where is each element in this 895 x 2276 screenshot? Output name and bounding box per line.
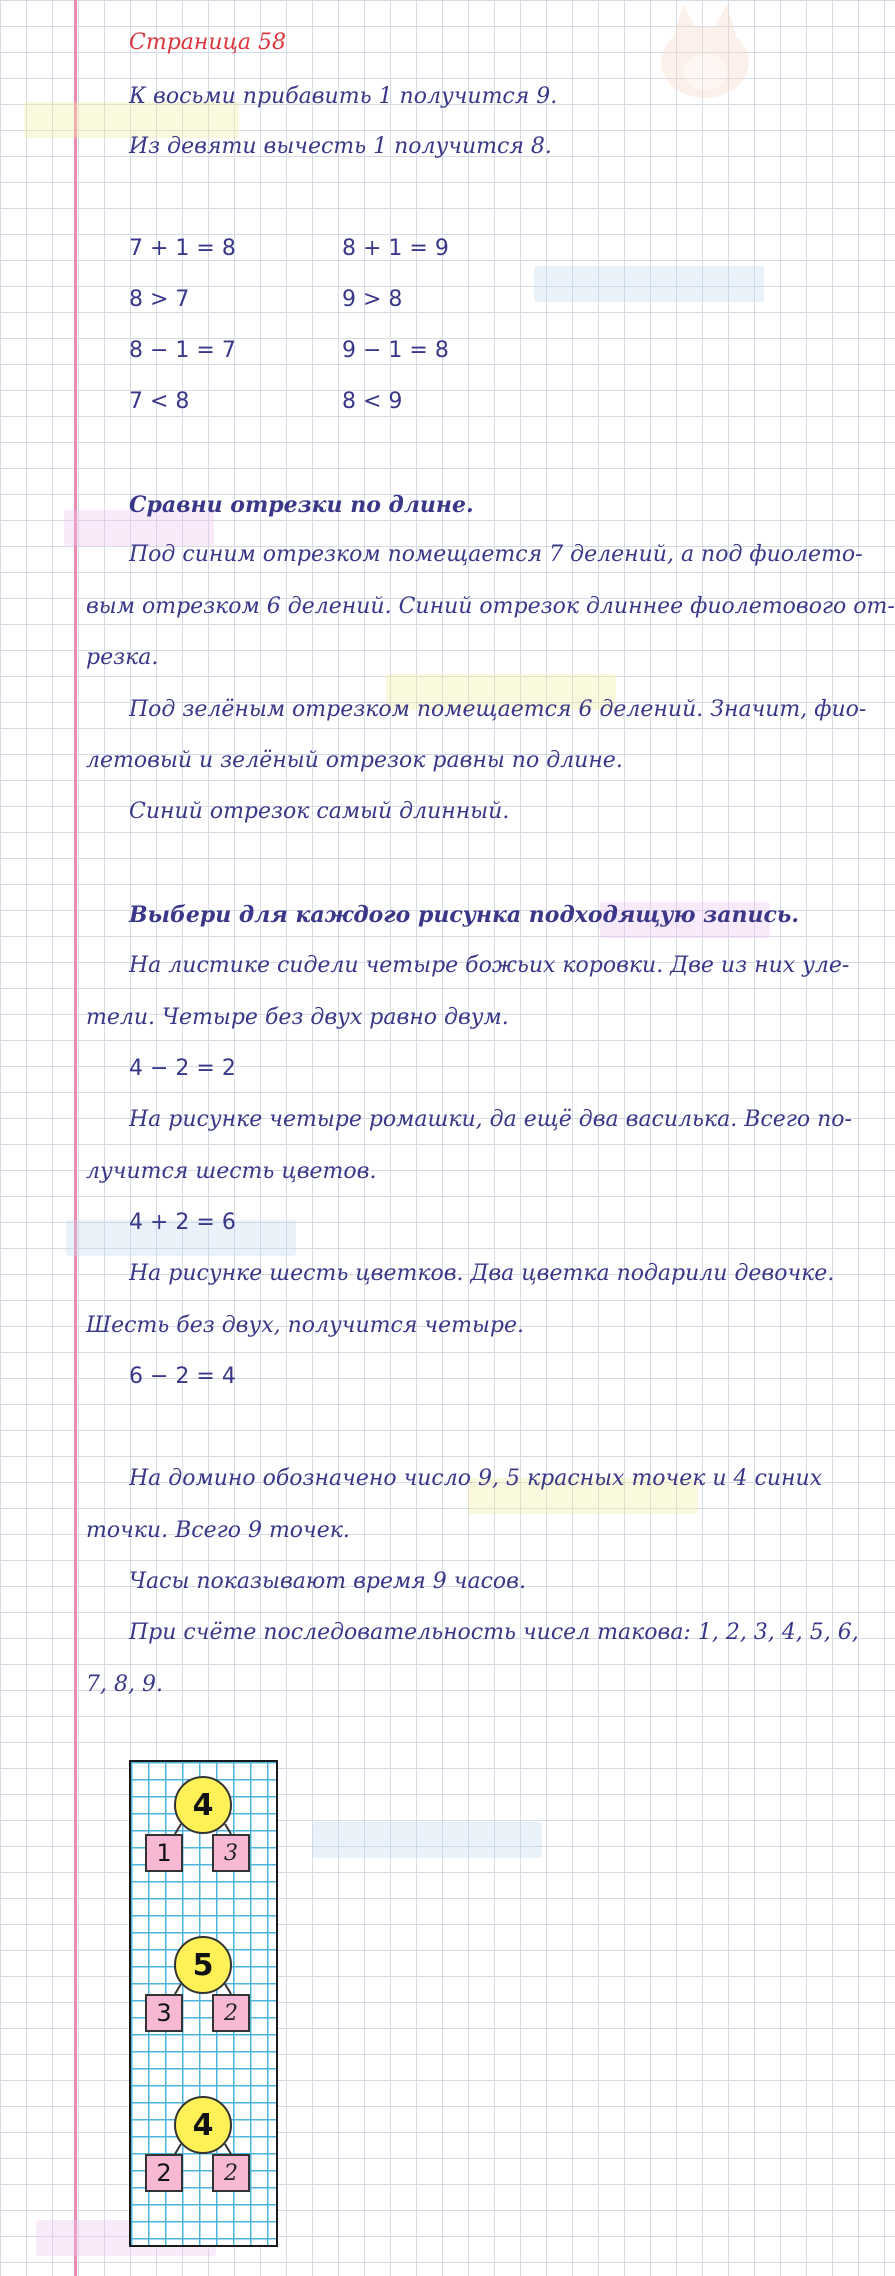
paragraph-line: Синий отрезок самый длинный. (129, 799, 510, 824)
house-top-number: 5 (174, 1936, 232, 1994)
equation: 8 + 1 = 9 (342, 236, 449, 261)
paragraph-line: 7, 8, 9. (86, 1672, 163, 1697)
paragraph-line: Под синим отрезком помещается 7 делений, а под фиолето- (129, 542, 863, 567)
paragraph-line: На листике сидели четыре божьих коровки. Две из них уле- (129, 953, 850, 978)
corner-logo-icon (645, 0, 765, 100)
number-houses-diagram (129, 1760, 278, 2247)
equation: 6 − 2 = 4 (129, 1364, 236, 1389)
house-right-answer: 2 (212, 2154, 250, 2192)
paragraph-line: резка. (86, 645, 159, 670)
equation: 4 − 2 = 2 (129, 1056, 236, 1081)
equation: 8 > 7 (129, 287, 190, 312)
intro-line: К восьми прибавить 1 получится 9. (129, 84, 558, 109)
house-top-number: 4 (174, 2096, 232, 2154)
paragraph-line: точки. Всего 9 точек. (86, 1518, 350, 1543)
paragraph-line: лучится шесть цветов. (86, 1159, 377, 1184)
house-left-number: 3 (145, 1994, 183, 2032)
house-left-number: 2 (145, 2154, 183, 2192)
equation: 9 > 8 (342, 287, 403, 312)
section-heading: Сравни отрезки по длине. (129, 492, 474, 518)
house-left-number: 1 (145, 1834, 183, 1872)
house-right-answer: 3 (212, 1834, 250, 1872)
notebook-margin-line (74, 0, 77, 2276)
house-right-answer: 2 (212, 1994, 250, 2032)
watermark (534, 266, 764, 302)
equation: 9 − 1 = 8 (342, 338, 449, 363)
paragraph-line: На рисунке шесть цветков. Два цветка подарили девочке. (129, 1261, 835, 1286)
intro-line: Из девяти вычесть 1 получится 8. (129, 134, 552, 159)
paragraph-line: На рисунке четыре ромашки, да ещё два василька. Всего по- (129, 1107, 852, 1132)
equation: 4 + 2 = 6 (129, 1210, 236, 1235)
watermark (312, 1822, 542, 1858)
house-top-number: 4 (174, 1776, 232, 1834)
paragraph-line: летовый и зелёный отрезок равны по длине. (86, 748, 623, 773)
paragraph-line: При счёте последовательность чисел такова: 1, 2, 3, 4, 5, 6, (129, 1620, 859, 1645)
paragraph-line: Под зелёным отрезком помещается 6 делений. Значит, фио- (129, 697, 867, 722)
equation: 7 < 8 (129, 389, 190, 414)
paragraph-line: Часы показывают время 9 часов. (129, 1569, 526, 1594)
paragraph-line: На домино обозначено число 9, 5 красных точек и 4 синих (129, 1466, 823, 1491)
paragraph-line: Шесть без двух, получится четыре. (86, 1313, 524, 1338)
equation: 8 < 9 (342, 389, 403, 414)
paragraph-line: тели. Четыре без двух равно двум. (86, 1005, 509, 1030)
paragraph-line: вым отрезком 6 делений. Синий отрезок длиннее фиолетового от- (86, 594, 895, 619)
section-heading: Выбери для каждого рисунка подходящую запись. (129, 902, 800, 928)
page-title: Страница 58 (129, 30, 287, 55)
equation: 7 + 1 = 8 (129, 236, 236, 261)
equation: 8 − 1 = 7 (129, 338, 236, 363)
